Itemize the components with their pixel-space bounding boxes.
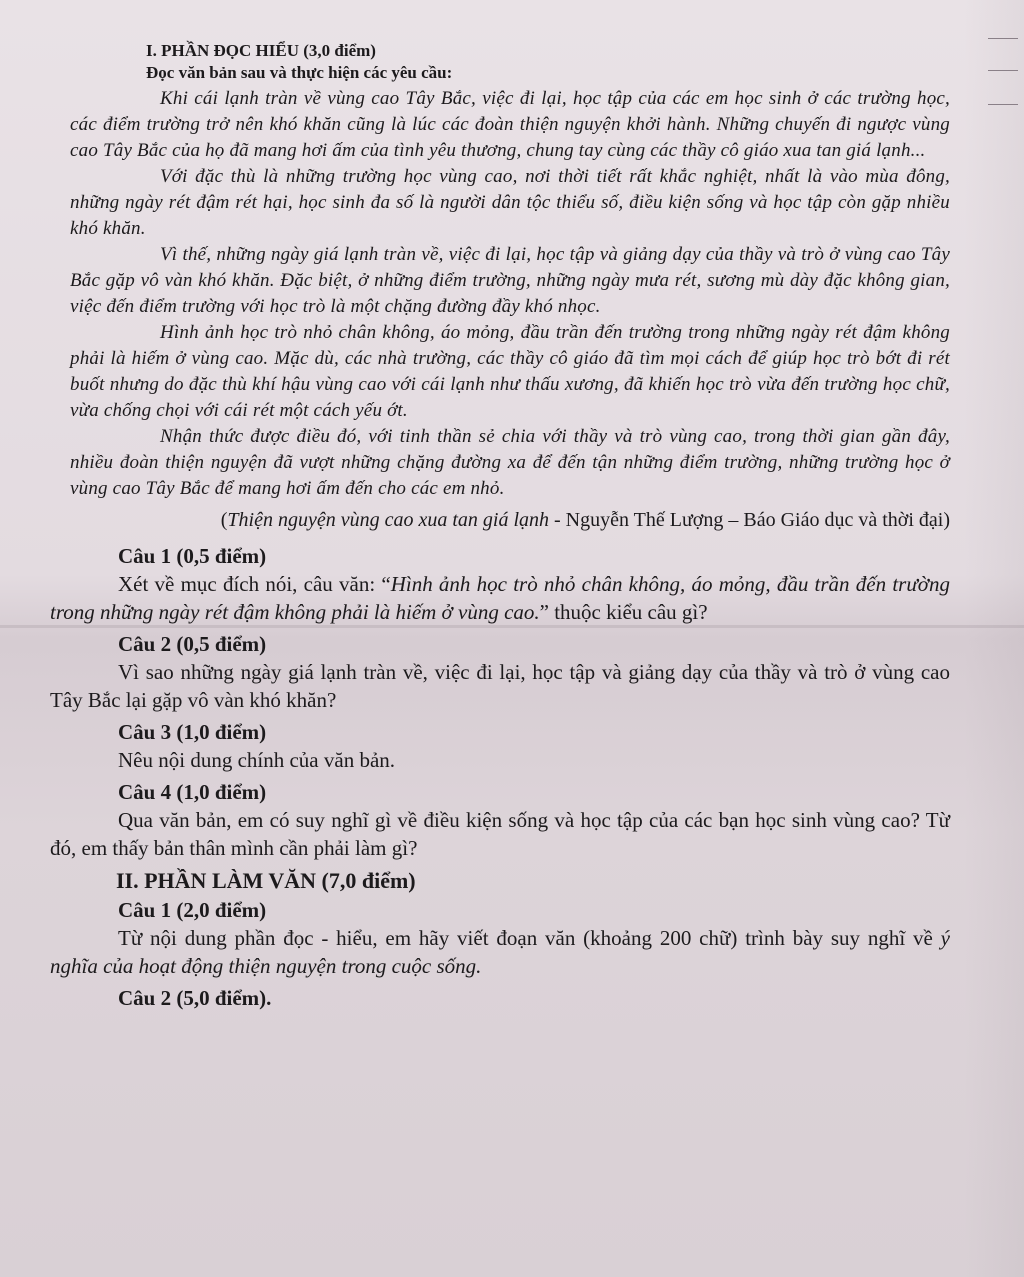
margin-mark — [988, 104, 1018, 105]
question-body: Xét về mục đích nói, câu văn: “Hình ảnh học trò nhỏ chân không, áo mỏng, đầu trần đến trường trong những ngày rét đậm không phải là hiếm ở vùng cao.” thuộc kiểu câu gì? — [50, 572, 950, 624]
question-title: Câu 2 (5,0 điểm). — [118, 986, 272, 1010]
question-body: Qua văn bản, em có suy nghĩ gì về điều kiện sống và học tập của các bạn học sinh vùng cao? Từ đó, em thấy bản thân mình cần phải làm gì? — [50, 808, 950, 860]
margin-mark — [988, 38, 1018, 39]
passage-source: (Thiện nguyện vùng cao xua tan giá lạnh - Nguyễn Thế Lượng – Báo Giáo dục và thời đại) — [220, 509, 950, 531]
passage-paragraph: Vì thế, những ngày giá lạnh tràn về, việc đi lại, học tập và giảng dạy của thầy và trò ở vùng cao Tây Bắc gặp vô vàn khó khăn. Đặc biệt, ở những điểm trường, những ngày mưa rét, sương mù dày đặc không gian, việc đến điểm trường với học trò là một chặng đường đầy khó nhọc. — [70, 244, 950, 317]
question-title: Câu 3 (1,0 điểm) — [118, 720, 267, 744]
source-author: - Nguyễn Thế Lượng – Báo Giáo dục và thời đại) — [549, 509, 950, 531]
essay-topic: ý nghĩa của hoạt động thiện nguyện trong cuộc sống. — [50, 926, 950, 978]
question-body: Từ nội dung phần đọc - hiểu, em hãy viết đoạn văn (khoảng 200 chữ) trình bày suy nghĩ về ý nghĩa của hoạt động thiện nguyện trong cuộc sống. — [50, 926, 950, 978]
question-title: Câu 1 (2,0 điểm) — [118, 898, 267, 922]
passage-paragraph: Khi cái lạnh tràn về vùng cao Tây Bắc, việc đi lại, học tập của các em học sinh ở các trường học, các điểm trường trở nên khó khăn cũng là lúc các đoàn thiện nguyện khởi hành. Những chuyến đi ngược vùng cao Tây Bắc của họ đã mang hơi ấm của tình yêu thương, chung tay cùng các thầy cô giáo xua tan giá lạnh... — [70, 88, 950, 161]
part1-instruction: Đọc văn bản sau và thực hiện các yêu cầu: — [146, 63, 453, 82]
part1-title: I. PHẦN ĐỌC HIỂU (3,0 điểm) — [146, 41, 376, 60]
passage-paragraph: Với đặc thù là những trường học vùng cao, nơi thời tiết rất khắc nghiệt, nhất là vào mùa đông, những ngày rét đậm rét hại, học sinh đa số là người dân tộc thiểu số, điều kiện sống và học tập còn gặp nhiều khó khăn. — [70, 166, 950, 239]
question-title: Câu 2 (0,5 điểm) — [118, 632, 267, 656]
exam-sheet — [50, 40, 950, 1012]
question-title: Câu 1 (0,5 điểm) — [118, 544, 267, 568]
question-body: Nêu nội dung chính của văn bản. — [118, 748, 396, 772]
passage-paragraph: Hình ảnh học trò nhỏ chân không, áo mỏng, đầu trần đến trường trong những ngày rét đậm không phải là hiếm ở vùng cao. Mặc dù, các nhà trường, các thầy cô giáo đã tìm mọi cách để giúp học trò bớt đi rét buốt nhưng do đặc thù khí hậu vùng cao với cái lạnh như thấu xương, đã khiến học trò vừa đến trường học chữ, vừa chống chọi với cái rét một cách yếu ớt. — [70, 322, 950, 421]
question-body: Vì sao những ngày giá lạnh tràn về, việc đi lại, học tập và giảng dạy của thầy và trò ở vùng cao Tây Bắc lại gặp vô vàn khó khăn? — [50, 660, 950, 712]
paper-shadow — [964, 0, 1024, 1277]
reading-passage — [50, 86, 950, 502]
source-title: Thiện nguyện vùng cao xua tan giá lạnh — [227, 509, 550, 531]
quoted-sentence: Hình ảnh học trò nhỏ chân không, áo mỏng, đầu trần đến trường trong những ngày rét đậm không phải là hiếm ở vùng cao. — [50, 572, 950, 624]
question-title: Câu 4 (1,0 điểm) — [118, 780, 267, 804]
passage-paragraph: Nhận thức được điều đó, với tinh thần sẻ chia với thầy và trò vùng cao, trong thời gian gần đây, nhiều đoàn thiện nguyện đã vượt những chặng đường xa để đến tận những điểm trường, những trường học ở vùng cao Tây Bắc để mang hơi ấm đến cho các em nhỏ. — [70, 426, 950, 499]
part2-title: II. PHẦN LÀM VĂN (7,0 điểm) — [116, 868, 416, 893]
margin-mark — [988, 70, 1018, 71]
